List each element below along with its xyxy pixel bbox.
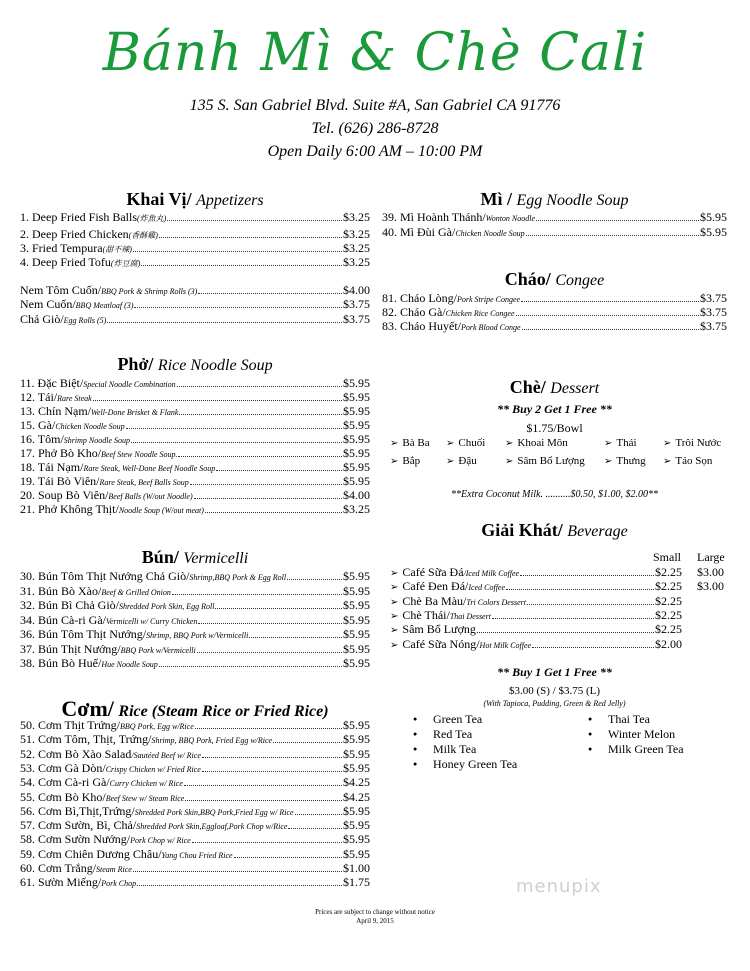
col-large: Large — [697, 550, 725, 564]
item-name: 58. Cơm Sườn Nướng/ — [20, 832, 131, 846]
item-description: (炸豆腐) — [110, 259, 141, 268]
item-description: Shredded Pork Skin,Eggloaf,Pork Chop w/Rice — [136, 822, 288, 831]
item-name: 50. Cơm Thịt Trứng/ — [20, 718, 120, 732]
item-description: Well-Done Brisket & Flank — [91, 408, 179, 417]
tea-item: ● Winter Melon — [608, 727, 675, 742]
item-name: 38. Bún Bò Huế/ — [20, 656, 102, 670]
tea-item: ● Honey Green Tea — [433, 757, 517, 772]
dot-leader — [107, 321, 342, 323]
item-description: Shrimp, BBQ Pork, Fried Egg w/Rice — [151, 736, 273, 745]
menu-item — [20, 832, 370, 848]
item-price-small: $2.25 — [655, 579, 682, 593]
item-price: $5.95 — [343, 376, 370, 390]
beverage-item — [390, 637, 682, 653]
item-price: $4.00 — [343, 488, 370, 502]
dot-leader — [202, 756, 342, 758]
item-description: Beef Stew Noodle Soup. — [101, 450, 178, 459]
item-price-small: $2.00 — [655, 637, 682, 651]
dot-leader — [141, 264, 342, 266]
item-price: $5.95 — [343, 598, 370, 612]
arrow-bullet-icon: ➢ — [390, 611, 399, 622]
item-name: Café Đen Đá/ — [402, 579, 469, 593]
item-name: 15. Gà/ — [20, 418, 56, 432]
item-name: 83. Cháo Huyết/ — [382, 319, 461, 333]
item-description: Hot Milk Coffee — [479, 641, 532, 650]
flavor-name: Bà Ba — [402, 437, 430, 449]
item-name: 59. Cơm Chiên Dương Châu/ — [20, 847, 162, 861]
dot-leader — [167, 219, 342, 221]
arrow-bullet-icon: ➢ — [446, 438, 455, 449]
pho-heading: Phở/ Rice Noodle Soup — [117, 354, 273, 374]
dot-leader — [216, 469, 342, 471]
flavor-name: Đậu — [458, 455, 477, 467]
dot-leader — [137, 884, 342, 886]
chao-heading: Cháo/ Congee — [504, 269, 605, 289]
item-name: Chè Ba Màu/ — [402, 594, 467, 608]
menu-item — [20, 569, 370, 585]
item-description: BBQ Pork, Egg w/Rice — [120, 722, 194, 731]
item-price: $5.95 — [343, 832, 370, 846]
item-price-small: $2.25 — [655, 594, 682, 608]
appetizers-heading: Khai Vị/ Appetizers — [126, 189, 264, 209]
item-price: $5.95 — [343, 818, 370, 832]
item-price: $3.75 — [700, 291, 727, 305]
menu-item — [382, 225, 727, 241]
beverage-item — [390, 579, 682, 595]
item-description: Chicken Noodle Soup — [55, 422, 125, 431]
item-price: $3.25 — [343, 227, 370, 241]
item-description: Iced Coffee — [468, 583, 506, 592]
item-name: 37. Bún Thịt Nướng/ — [20, 642, 121, 656]
item-price: $5.95 — [700, 225, 727, 239]
dot-leader — [184, 784, 342, 786]
dot-leader — [234, 856, 342, 858]
item-description: Chicken Rice Congee — [445, 309, 515, 318]
item-price: $3.25 — [343, 255, 370, 269]
item-description: Curry Chicken w/ Rice — [109, 779, 183, 788]
flavor-name: Trôi Nước — [675, 437, 722, 449]
dot-leader — [295, 813, 342, 815]
item-description: Thai Dessert — [449, 612, 491, 621]
hours: Open Daily 6:00 AM – 10:00 PM — [267, 143, 483, 160]
item-name: 53. Cơm Gà Dòn/ — [20, 761, 106, 775]
item-description: Rare Steak, Well-Done Beef Noodle Soup — [83, 464, 216, 473]
item-price: $5.95 — [343, 804, 370, 818]
item-price: $3.75 — [700, 319, 727, 333]
flavor-name: Thái — [616, 437, 637, 449]
item-description: (甜不辣) — [102, 245, 132, 254]
menu-item — [20, 255, 370, 271]
item-price: $5.95 — [343, 627, 370, 641]
item-name: 39. Mì Hoành Thánh/ — [382, 210, 486, 224]
che-flavor — [446, 437, 485, 449]
menu-item — [20, 297, 370, 313]
item-price: $5.95 — [343, 747, 370, 761]
arrow-bullet-icon: ➢ — [390, 597, 399, 608]
dot-leader — [185, 799, 342, 801]
restaurant-title: Bánh Mì & Chè Cali — [102, 23, 648, 83]
dot-leader — [195, 727, 342, 729]
item-description: Crispy Chicken w/ Fried Rice — [105, 765, 201, 774]
tea-item: ● Thai Tea — [608, 712, 650, 727]
che-flavor — [663, 455, 712, 467]
item-price: $5.95 — [343, 569, 370, 583]
arrow-bullet-icon: ➢ — [446, 456, 455, 467]
item-description: Yang Chou Fried Rice — [161, 851, 233, 860]
item-description: Rare Steak, Beef Balls Soup — [99, 478, 189, 487]
che-flavor — [604, 455, 646, 467]
arrow-bullet-icon: ➢ — [505, 438, 514, 449]
item-price: $5.95 — [343, 613, 370, 627]
item-price-small: $2.25 — [655, 622, 682, 636]
dot-leader — [178, 455, 342, 457]
item-price: $5.95 — [343, 432, 370, 446]
item-price: $5.95 — [343, 390, 370, 404]
mi-heading: Mì / Egg Noodle Soup — [480, 189, 629, 209]
item-price: $3.75 — [343, 312, 370, 326]
item-description: BBQ Pork w/Vermicelli — [120, 646, 196, 655]
item-name: 56. Cơm Bì,Thịt,Trứng/ — [20, 804, 135, 818]
footer-note: Prices are subject to change without notice — [315, 908, 435, 916]
dot-leader — [205, 511, 342, 513]
tea-note: (With Tapioca, Pudding, Green & Red Jelly) — [483, 699, 626, 708]
item-description: Beef & Grilled Onion — [101, 588, 171, 597]
menu-item — [20, 598, 370, 614]
item-price: $1.75 — [343, 875, 370, 889]
che-extra: **Extra Coconut Milk. ..........$0.50, $1.00, $2.00** — [451, 489, 658, 500]
item-description: Shrimp,BBQ Pork & Egg Roll — [189, 573, 287, 582]
item-name: 51. Cơm Tôm, Thịt, Trứng/ — [20, 732, 152, 746]
item-name: 16. Tôm/ — [20, 432, 64, 446]
address: 135 S. San Gabriel Blvd. Suite #A, San Gabriel CA 91776 — [189, 97, 561, 114]
item-description: Wonton Noodle — [485, 214, 536, 223]
che-flavor — [505, 437, 568, 449]
beverage-heading: Giải Khát/ Beverage — [481, 520, 628, 540]
item-description: Shrimp, BBQ Pork w/Vermicelli — [146, 631, 249, 640]
dot-leader — [192, 841, 342, 843]
che-flavor — [390, 437, 430, 449]
item-name: 54. Cơm Cà-ri Gà/ — [20, 775, 110, 789]
item-description: Egg Rolls (5) — [63, 316, 107, 325]
tea-item: ● Milk Green Tea — [608, 742, 684, 757]
menu-item — [382, 210, 727, 226]
dot-leader — [134, 306, 342, 308]
item-price-large: $3.00 — [697, 579, 724, 593]
tea-item: ● Milk Tea — [433, 742, 476, 757]
watermark: menupix — [516, 876, 602, 897]
item-description: BBQ Pork & Shrimp Rolls (3) — [101, 287, 198, 296]
item-name: Café Sữa Nóng/ — [402, 637, 480, 651]
item-description: Shredded Pork Skin, Egg Roll — [119, 602, 215, 611]
item-name: 30. Bún Tôm Thịt Nướng Chả Giò/ — [20, 569, 190, 583]
item-description: /Sautéed Beef w/ Rice — [131, 751, 201, 760]
menu-item — [20, 775, 370, 791]
item-name: 32. Bún Bì Chả Giò/ — [20, 598, 120, 612]
dot-leader — [177, 385, 342, 387]
item-description: Tri Colors Dessert — [466, 598, 526, 607]
flavor-name: Táo Sọn — [675, 455, 713, 467]
arrow-bullet-icon: ➢ — [390, 456, 399, 467]
che-flavor — [505, 455, 585, 467]
item-price: $4.25 — [343, 790, 370, 804]
item-name: 20. Soup Bò Viên/ — [20, 488, 109, 502]
dot-leader — [273, 741, 342, 743]
dot-leader — [477, 631, 654, 633]
item-price: $4.00 — [343, 283, 370, 297]
item-name: 18. Tái Nạm/ — [20, 460, 84, 474]
tea-price: $3.00 (S) / $3.75 (L) — [508, 685, 601, 697]
dot-leader — [190, 483, 342, 485]
che-promo: ** Buy 2 Get 1 Free ** — [497, 402, 612, 416]
dot-leader — [516, 314, 699, 316]
arrow-bullet-icon: ➢ — [604, 456, 613, 467]
item-name: 4. Deep Fried Tofu — [20, 255, 111, 269]
item-price: $3.25 — [343, 502, 370, 516]
dot-leader — [526, 234, 699, 236]
item-name: 11. Đặc Biệt/ — [20, 376, 84, 390]
item-description: Vermicelli w/ Curry Chicken — [106, 617, 198, 626]
item-description: Pork Chop w/ Rice — [130, 836, 191, 845]
item-description: Hue Noodle Soup — [101, 660, 158, 669]
flavor-name: Khoai Môn — [517, 437, 568, 449]
menu-item — [20, 732, 370, 748]
item-description: Beef Balls (W/out Noodle) — [108, 492, 193, 501]
dot-leader — [198, 292, 342, 294]
dot-leader — [288, 827, 342, 829]
menu-item — [20, 210, 370, 226]
che-price: $1.75/Bowl — [526, 421, 583, 435]
item-name: 82. Cháo Gà/ — [382, 305, 446, 319]
bun-heading: Bún/ Vermicelli — [141, 547, 249, 567]
item-name: 34. Bún Cà-ri Gà/ — [20, 613, 106, 627]
item-price: $3.75 — [343, 297, 370, 311]
item-name: Chả Giò/ — [20, 312, 64, 326]
arrow-bullet-icon: ➢ — [390, 568, 399, 579]
dot-leader — [202, 770, 342, 772]
dot-leader — [159, 236, 342, 238]
item-description: (香酥雞) — [128, 231, 158, 240]
che-flavor — [446, 455, 477, 467]
item-price: $3.25 — [343, 241, 370, 255]
arrow-bullet-icon: ➢ — [390, 625, 399, 636]
menu-item — [20, 627, 370, 643]
arrow-bullet-icon: ➢ — [663, 456, 672, 467]
dot-leader — [93, 399, 342, 401]
item-description: Chicken Noodle Soup — [455, 229, 525, 238]
dot-leader — [179, 413, 342, 415]
dot-leader — [197, 651, 342, 653]
com-heading: Cơm/ Rice (Steam Rice or Fried Rice) — [61, 696, 329, 721]
item-description: Pork Stripe Congee — [457, 295, 521, 304]
item-name: 3. Fried Tempura — [20, 241, 103, 255]
dot-leader — [506, 588, 654, 590]
item-name: 40. Mì Đùi Gà/ — [382, 225, 456, 239]
item-price: $5.95 — [700, 210, 727, 224]
che-heading: Chè/ Dessert — [509, 377, 600, 397]
item-description: /Iced Milk Coffee — [463, 569, 520, 578]
dot-leader — [126, 427, 342, 429]
item-price: $5.95 — [343, 446, 370, 460]
dot-leader — [287, 578, 342, 580]
flavor-name: Chuối — [458, 437, 486, 449]
item-description: (炸魚丸) — [137, 214, 167, 223]
item-price: $5.95 — [343, 404, 370, 418]
item-description: Steam Rice — [96, 865, 132, 874]
menu-item — [20, 875, 370, 891]
tea-item: ● Green Tea — [433, 712, 482, 727]
menu-item — [20, 502, 370, 518]
item-description: Pork Blood Conge — [461, 323, 521, 332]
dot-leader — [532, 646, 654, 648]
item-description: Pork Chop — [101, 879, 137, 888]
item-name: 81. Cháo Lòng/ — [382, 291, 457, 305]
tea-promo: ** Buy 1 Get 1 Free ** — [497, 665, 612, 679]
menu-item — [20, 656, 370, 672]
item-name: 57. Cơm Sườn, Bì, Chả/ — [20, 818, 137, 832]
dot-leader — [249, 636, 342, 638]
arrow-bullet-icon: ➢ — [604, 438, 613, 449]
tea-item: ● Red Tea — [433, 727, 472, 742]
flavor-name: Sâm Bổ Lượng — [517, 455, 585, 467]
flavor-name: Thưng — [616, 455, 646, 467]
item-price-large: $3.00 — [697, 565, 724, 579]
item-description: Special Noodle Combination — [83, 380, 176, 389]
item-price: $1.00 — [343, 861, 370, 875]
arrow-bullet-icon: ➢ — [663, 438, 672, 449]
arrow-bullet-icon: ➢ — [390, 582, 399, 593]
item-name: Sâm Bổ Lượng — [402, 622, 476, 636]
dot-leader — [522, 328, 699, 330]
item-price: $5.95 — [343, 584, 370, 598]
item-price: $5.95 — [343, 847, 370, 861]
item-price: $5.95 — [343, 460, 370, 474]
beverage-item — [390, 622, 682, 638]
dot-leader — [521, 300, 699, 302]
phone: Tel. (626) 286-8728 — [311, 120, 439, 137]
dot-leader — [172, 593, 342, 595]
che-flavor — [663, 437, 721, 449]
item-name: 19. Tái Bò Viên/ — [20, 474, 100, 488]
dot-leader — [159, 665, 342, 667]
item-description: Noodle Soup (W/out meat) — [118, 506, 204, 515]
item-price: $5.95 — [343, 732, 370, 746]
dot-leader — [194, 497, 342, 499]
item-name: 2. Deep Fried Chicken — [20, 227, 129, 241]
item-price-small: $2.25 — [655, 565, 682, 579]
item-price: $5.95 — [343, 474, 370, 488]
flavor-name: Bắp — [402, 455, 421, 467]
che-flavor — [390, 455, 420, 467]
item-name: 61. Sườn Miếng/ — [20, 875, 102, 889]
item-price: $4.25 — [343, 775, 370, 789]
dot-leader — [131, 441, 342, 443]
arrow-bullet-icon: ➢ — [390, 640, 399, 651]
item-price: $3.75 — [700, 305, 727, 319]
item-price: $5.95 — [343, 418, 370, 432]
item-name: 12. Tái/ — [20, 390, 58, 404]
dot-leader — [520, 574, 654, 576]
item-name: Nem Tôm Cuốn/ — [20, 283, 102, 297]
dot-leader — [198, 622, 342, 624]
item-price: $5.95 — [343, 761, 370, 775]
item-description: Shrimp Noodle Soup — [63, 436, 131, 445]
item-price: $5.95 — [343, 656, 370, 670]
item-price: $5.95 — [343, 718, 370, 732]
item-name: 13. Chín Nạm/ — [20, 404, 91, 418]
arrow-bullet-icon: ➢ — [390, 438, 399, 449]
dot-leader — [133, 250, 342, 252]
item-description: BBQ Meatloaf (3) — [75, 301, 134, 310]
dot-leader — [527, 603, 654, 605]
footer-date: April 9, 2015 — [356, 917, 394, 925]
dot-leader — [133, 870, 342, 872]
item-description: Rare Steak — [57, 394, 92, 403]
item-name: 31. Bún Bò Xào/ — [20, 584, 102, 598]
dot-leader — [536, 219, 699, 221]
dot-leader — [492, 617, 654, 619]
item-name: 1. Deep Fried Fish Balls — [20, 210, 137, 224]
item-name: 55. Cơm Bò Kho/ — [20, 790, 106, 804]
che-flavor — [604, 437, 637, 449]
item-name: 60. Cơm Trắng/ — [20, 861, 97, 875]
item-description: Beef Stew w/ Steam Rice — [105, 794, 185, 803]
item-name: Café Sữa Đá — [402, 565, 464, 579]
item-name: Chè Thái/ — [402, 608, 450, 622]
item-price: $5.95 — [343, 642, 370, 656]
item-price-small: $2.25 — [655, 608, 682, 622]
item-name: 17. Phở Bò Kho/ — [20, 446, 102, 460]
item-name: 52. Cơm Bò Xào Salad — [20, 747, 132, 761]
arrow-bullet-icon: ➢ — [505, 456, 514, 467]
dot-leader — [215, 607, 342, 609]
item-price: $3.25 — [343, 210, 370, 224]
item-description: Shredded Pork Skin,BBQ Pork,Fried Egg w/ Rice — [134, 808, 294, 817]
item-name: 36. Bún Tôm Thịt Nướng/ — [20, 627, 147, 641]
col-small: Small — [653, 550, 682, 564]
item-name: 21. Phở Không Thịt/ — [20, 502, 119, 516]
item-name: Nem Cuốn/ — [20, 297, 76, 311]
menu-item — [20, 312, 370, 328]
menu-item — [382, 319, 727, 335]
